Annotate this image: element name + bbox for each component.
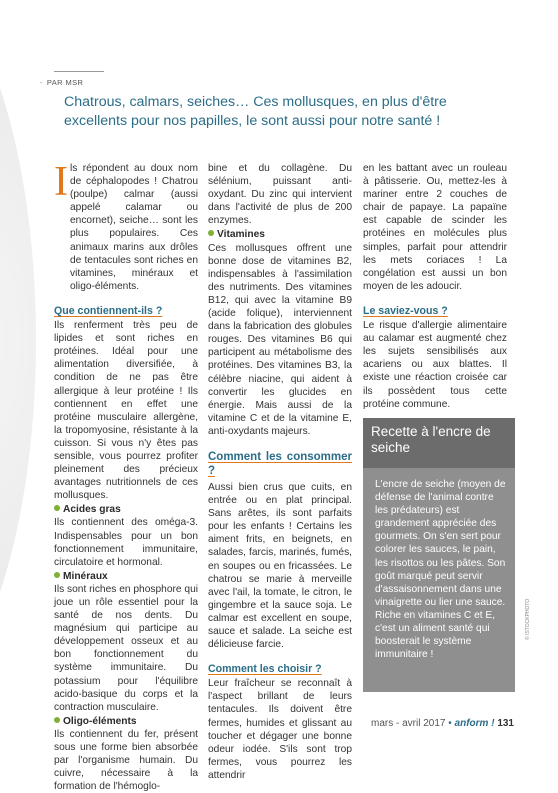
column-2 — [208, 162, 352, 782]
footer-separator: • — [448, 718, 452, 729]
lead-paragraph — [54, 159, 198, 293]
subheading-trace-elements — [54, 715, 198, 728]
heading-did-you-know: Le saviez-vous ? — [363, 304, 448, 317]
heading-how-to-choose: Comment les choisir ? — [208, 663, 322, 676]
recipe-sidebar — [363, 418, 515, 692]
divider — [54, 71, 104, 72]
byline-text: PAR MSR — [46, 78, 84, 87]
plate-photo — [0, 0, 36, 720]
paragraph: Ces mollusques offrent une bonne dose de vitamines B2, indispensables à l'assimilation des nutriments. Des vitamines B12, qui avec la vitamine B9 (acide folique), interviennent dans la fabrication des globules rouges. Des vitamines B6 qui participent au métabolisme des protéines. Des vitamines B3, la célèbre niacine, qui aident à convertir les glucides en énergie. Mais aussi de la vitamine C et de la vitamine E, anti-oxydants majeurs. — [208, 242, 352, 437]
bullet-icon — [208, 230, 214, 236]
subheading-label: Oligo-éléments — [63, 715, 137, 727]
drop-cap: I — [54, 159, 68, 205]
paragraph: en les battant avec un rouleau à pâtisserie. Ou, mettez-les à mariner entre 2 couches de chair de papaye. La papaïne est capable de scinder les protéines en molécules plus simples, parfait pour attendrir les mets coriaces ! La congélation est aussi un bon moyen de les adoucir. — [363, 163, 507, 292]
sidebar-title: Recette à l'encre de seiche — [363, 418, 515, 468]
paragraph: Aussi bien crus que cuits, en entrée ou en plat principal. Sans arêtes, ils sont parfaits pour les enfants ! Certains les aiment frits, en beignets, en salades, farcis, marinés, fumés, en soupes ou en fricassées. Le chatrou se marie à merveille avec l'ail, la tomate, le citron, le gingembre et la sauce soja. Le calmar est excellent en soupe, sauce et salade. La seiche est délicieuse farcie. — [208, 481, 352, 651]
issue-date: mars - avril 2017 — [370, 718, 446, 729]
page-footer — [371, 718, 514, 729]
subheading-minerals — [54, 570, 198, 583]
column-3 — [363, 162, 507, 411]
photo-credit: © ISTOCKPHOTO — [525, 598, 531, 640]
byline-dash: - — [40, 78, 43, 87]
paragraph: Ils contiennent du fer, présent sous une forme bien absorbée par l'organisme humain. Du cuivre, nécessaire à la formation de l'hémoglo- — [54, 728, 198, 793]
column-1 — [54, 159, 198, 793]
subheading-label: Vitamines — [217, 229, 265, 241]
heading-contents: Que contiennent-ils ? — [54, 304, 163, 317]
paragraph: bine et du collagène. Du sélénium, puissant anti-oxydant. Du zinc qui intervient dans l'activité de plus de 200 enzymes. — [208, 163, 352, 227]
paragraph: Le risque d'allergie alimentaire au calamar est augmenté chez les sujets sensibilisés aux acariens ou aux blattes. Il existe une réaction croisée car ils possèdent tous cette protéine commune. — [363, 320, 507, 410]
paragraph: Ils contiennent des oméga-3. Indispensables pour un bon fonctionnement immunitaire, circulatoire et hormonal. — [54, 517, 198, 568]
heading-how-to-eat: Comment les consommer ? — [208, 450, 352, 477]
bullet-icon — [54, 505, 60, 511]
bullet-icon — [54, 717, 60, 723]
subheading-label: Minéraux — [63, 570, 108, 582]
sidebar-text: L'encre de seiche (moyen de défense de l'animal contre les prédateurs) est grandement appréciée des gourmets. On s'en sert pour colorer les sauces, le pain, les risottos ou les pâtes. Son goût marqué peut servir d'assaisonnement dans une vinaigrette ou lier une sauce. Riche en vitamines C et E, c'est un aliment santé qui boosterait le système immunitaire ! — [375, 479, 506, 661]
bullet-icon — [54, 572, 60, 578]
subheading-fatty-acids — [54, 503, 198, 516]
subheading-vitamins — [208, 228, 352, 241]
subheading-label: Acides gras — [63, 504, 121, 516]
byline — [40, 78, 83, 87]
page-number: 131 — [497, 718, 514, 729]
intro-lead: Chatrous, calmars, seiches… Ces mollusques, en plus d'être excellents pour nos papilles, le sont aussi pour notre santé ! — [64, 94, 447, 129]
paragraph: Leur fraîcheur se reconnaît à l'aspect brillant de leurs tentacules. Ils doivent être fermes, humides et glissant au toucher et dégager une bonne odeur iodée. S'ils sont trop fermes, vous pourrez les attendrir — [208, 678, 352, 781]
paragraph: Ils sont riches en phosphore qui joue un rôle essentiel pour la santé de nos dents. Du magnésium qui participe au développement osseux et au bon fonctionnement du système immunitaire. Du potassium pour l'équilibre acido-basique du corps et la contraction musculaire. — [54, 583, 198, 713]
magazine-brand: anform ! — [454, 718, 495, 729]
lead-text: ls répondent au doux nom de céphalopodes ! Chatrou (poulpe) calmar (aussi appelé calamar ou encornet), seiche… sont les plus populaires. Ces animaux marins aux drôles de tentacules sont riches en vitamines, minéraux et oligo-éléments. — [70, 163, 198, 292]
paragraph: Ils renferment très peu de lipides et sont riches en protéines. Idéal pour une alimentation diversifiée, à condition de ne pas être allergique à leur protéine ! Ils contiennent en effet une protéine musculaire allergène, la tropomyosine, résistante à la cuisson. Si vous n'y êtes pas sensible, vous pourrez profiter pleinement des précieux avantages nutritionnels de ces mollusques. — [54, 320, 198, 502]
